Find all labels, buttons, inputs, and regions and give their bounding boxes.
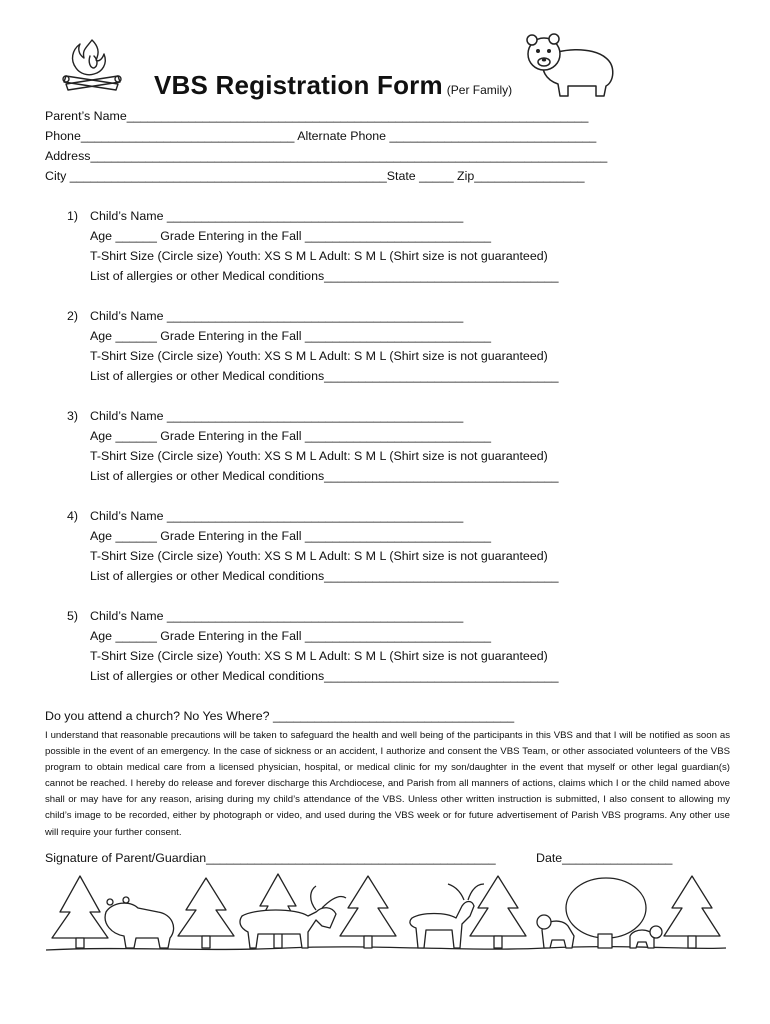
parent-name-field[interactable]: Parent’s Name___________________________________________________________________ — [45, 109, 589, 123]
child-number: 2) — [66, 309, 78, 323]
child-number: 4) — [66, 509, 78, 523]
city-state-zip-field[interactable]: City ______________________________________________State _____ Zip________________ — [45, 169, 585, 183]
campfire-illustration — [60, 36, 124, 92]
tshirt-size-field[interactable]: T-Shirt Size (Circle size) Youth: XS S M L Adult: S M L (Shirt size is not guaranteed) — [90, 649, 548, 663]
church-question-field[interactable]: Do you attend a church? No Yes Where? ___________________________________ — [45, 709, 515, 723]
allergies-field[interactable]: List of allergies or other Medical conditions__________________________________ — [90, 469, 559, 483]
age-grade-field[interactable]: Age ______ Grade Entering in the Fall ___________________________ — [90, 629, 491, 643]
child-name-field[interactable]: Child’s Name ___________________________________________ — [90, 509, 464, 523]
age-grade-field[interactable]: Age ______ Grade Entering in the Fall ___________________________ — [90, 529, 491, 543]
child-number: 1) — [66, 209, 78, 223]
allergies-field[interactable]: List of allergies or other Medical conditions__________________________________ — [90, 569, 559, 583]
age-grade-field[interactable]: Age ______ Grade Entering in the Fall ___________________________ — [90, 329, 491, 343]
age-grade-field[interactable]: Age ______ Grade Entering in the Fall ___________________________ — [90, 429, 491, 443]
child-name-field[interactable]: Child’s Name ___________________________________________ — [90, 309, 464, 323]
form-title-text: VBS Registration Form — [154, 70, 443, 100]
allergies-field[interactable]: List of allergies or other Medical conditions__________________________________ — [90, 269, 559, 283]
tshirt-size-field[interactable]: T-Shirt Size (Circle size) Youth: XS S M L Adult: S M L (Shirt size is not guaranteed) — [90, 249, 548, 263]
child-name-field[interactable]: Child’s Name ___________________________________________ — [90, 609, 464, 623]
child-name-field[interactable]: Child’s Name ___________________________________________ — [90, 209, 464, 223]
age-grade-field[interactable]: Age ______ Grade Entering in the Fall ___________________________ — [90, 229, 491, 243]
bear-illustration — [522, 30, 622, 98]
tshirt-size-field[interactable]: T-Shirt Size (Circle size) Youth: XS S M L Adult: S M L (Shirt size is not guaranteed) — [90, 449, 548, 463]
child-name-field[interactable]: Child’s Name ___________________________________________ — [90, 409, 464, 423]
tshirt-size-field[interactable]: T-Shirt Size (Circle size) Youth: XS S M L Adult: S M L (Shirt size is not guaranteed) — [90, 549, 548, 563]
tshirt-size-field[interactable]: T-Shirt Size (Circle size) Youth: XS S M L Adult: S M L (Shirt size is not guaranteed) — [90, 349, 548, 363]
form-title — [154, 70, 512, 101]
child-number: 5) — [66, 609, 78, 623]
allergies-field[interactable]: List of allergies or other Medical conditions__________________________________ — [90, 669, 559, 683]
phone-field[interactable]: Phone_______________________________ Alternate Phone ______________________________ — [45, 129, 597, 143]
date-field[interactable]: Date________________ — [536, 851, 673, 865]
address-field[interactable]: Address___________________________________________________________________________ — [45, 149, 608, 163]
allergies-field[interactable]: List of allergies or other Medical conditions__________________________________ — [90, 369, 559, 383]
child-number: 3) — [66, 409, 78, 423]
consent-paragraph: I understand that reasonable precautions will be taken to safeguard the health and well being of the participants in this VBS and that I will be notified as soon as possible in the event of an emergency. In the case of sickness or an accident, I authorize and consent the VBS Team, or other associated volunteers of the VBS program to obtain medical care from a licensed physician, hospital, or medical clinic for my son/daughter in the event that myself or other legal guardian(s) cannot be reached. I hereby do release and forever discharge this Archdiocese, and Parish from all manners of actions, claims which I or the child named above shall or may have for any reason, arising during my child’s attendance of the VBS. Unless other written instruction is submitted, I also consent to allowing my child’s image to be recorded, either by photograph or video, and used during the VBS week or for future advertisement of Parish VBS programs. Any other use will require your further consent. — [45, 730, 730, 838]
signature-field[interactable]: Signature of Parent/Guardian__________________________________________ — [45, 851, 496, 865]
forest-animals-illustration — [46, 872, 726, 956]
form-subtitle: (Per Family) — [446, 83, 513, 97]
